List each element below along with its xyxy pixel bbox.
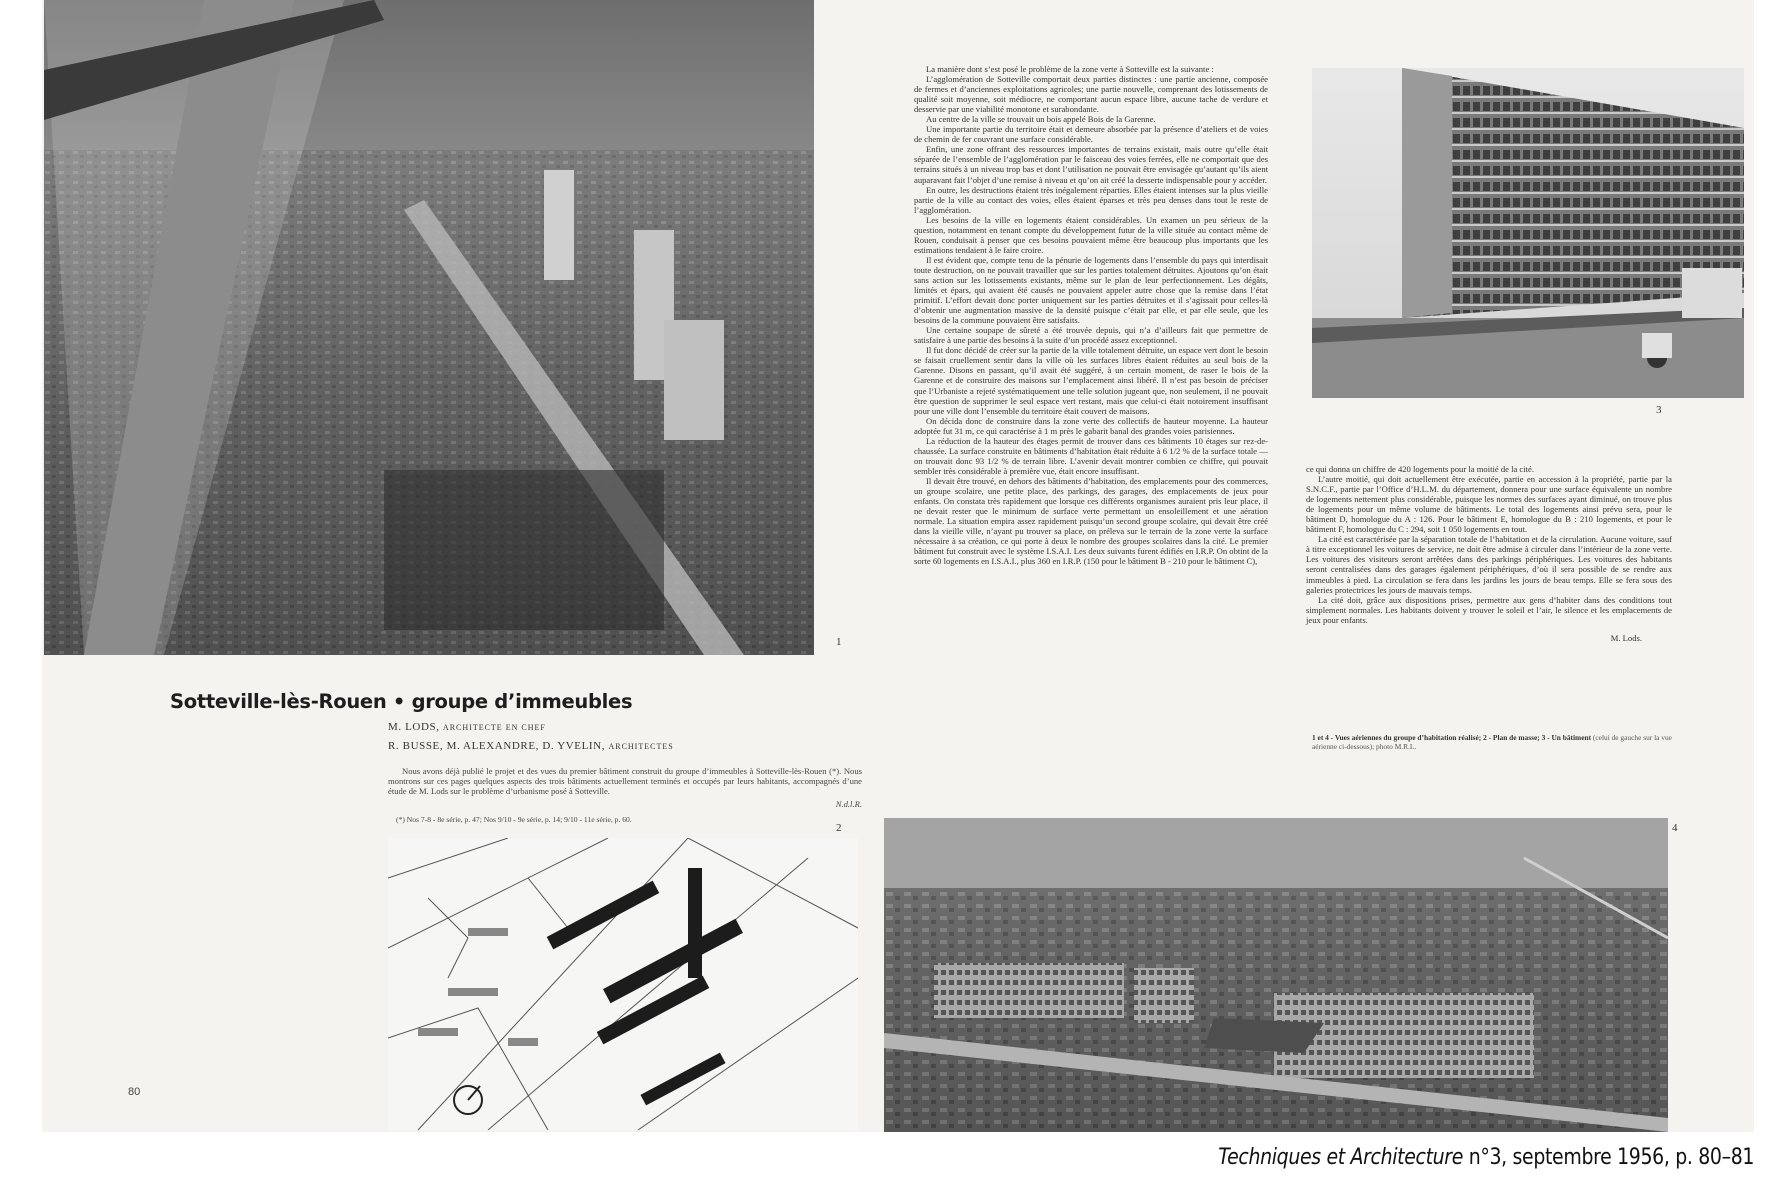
aerial-photo-image [884, 818, 1668, 1132]
site-plan-drawing [388, 838, 858, 1130]
credit-line-architects [388, 737, 674, 756]
credit-names: R. BUSSE, M. ALEXANDRE, D. YVELIN, [388, 740, 606, 752]
paragraph: En outre, les destructions étaient très inégalement réparties. Elles étaient intenses sur la plus vieille partie de la ville au contact des voies, elles étaient éparses et très peu denses dans tout le reste de l’agglomération. [914, 184, 1268, 215]
paragraph: Il est évident que, compte tenu de la pénurie de logements dans l’ensemble du pays qui interdisait toute destruction, on ne pouvait travailler que sur les parties totalement détruites. Ajoutons qu’on était sans action sur les lotissements existants, même sur le plan de leur perfectionnement. Les dégâts, limités et épars, qui avaient été causés ne pouvaient appeler autre chose que la remise dans l’état primitif. L’effort devait donc porter uniquement sur les parties détruites et il s’agissait pour celles-là d’obtenir une augmentation massive de la densité puisque c’était par elle, et par elle seule, que les besoins de la commune pouvaient être satisfaits. [914, 254, 1268, 326]
paragraph: La manière dont s’est posé le problème de la zone verte à Sotteville est la suivante : [926, 64, 1214, 74]
paragraph: L’autre moitié, qui doit actuellement être exécutée, partie en accession à la propriété, partie par la S.N.C.F., partie par l’Office d’H.L.M. du département, donnera pour une surface équivalente un nombre de logements nettement plus considérable, puisque les normes des surfaces ayant diminué, on trouve plus de logements pour un même volume de bâtiments. Le total des logements ainsi prévu sera, pour le bâtiment D, homologue du A : 126. Pour le bâtiment E, homologue du B : 210 logements, et pour le bâtiment F, homologue du C : 294, soit 1 050 logements en tout. [1306, 474, 1672, 535]
title-place: Sotteville-lès-Rouen [170, 690, 387, 713]
article-title [170, 690, 632, 713]
paragraph: Au centre de la ville se trouvait un bois appelé Bois de la Garenne. [926, 114, 1156, 125]
title-subject: groupe d’immeubles [411, 690, 633, 713]
paragraph: Une certaine soupape de sûreté a été trouvée depuis, qui n’a d’ailleurs fait que permettre de satisfaire à une partie des besoins à la suite d’un procédé assez exceptionnel. [914, 325, 1268, 346]
paragraph: Il devait être trouvé, en dehors des bâtiments d’habitation, des emplacements pour des commerces, un groupe scolaire, une petite place, des parkings, des garages, des emplacements de jeux pour enfants. On constata très rapidement que lorsque ces différents organismes auraient pris leur place, il ne devait rester que le minimum de surface verte permettant un ensoleillement et une aération normale. La situation empira assez rapidement puisqu’un second groupe scolaire, qui devait être créé dans la vieille ville, n’ayant pu trouver sa place, on préleva sur le terrain de la zone verte la surface nécessaire à sa création, ce qui porte à deux le nombre des groupes scolaires dans la cité. Le premier bâtiment fut construit avec le système I.S.A.I. Les deux suivants furent édifiés en I.R.P. On obtint de la sorte 60 logements en I.S.A.I., plus 360 en I.R.P. (150 pour le bâtiment B - 210 pour le bâtiment C), [914, 475, 1268, 567]
figure-1-number: 1 [836, 636, 842, 648]
credit-names: M. LODS, [388, 721, 440, 733]
figure-1-aerial-photo [44, 0, 814, 655]
caption-bold: 1 et 4 - Vues aériennes du groupe d’habitation réalisé; 2 - Plan de masse; 3 - Un bâtiment [1312, 733, 1592, 742]
paragraph: Une importante partie du territoire était et demeure absorbée par la présence d’ateliers et de voies de chemin de fer couvrant une surface considérable. [914, 124, 1268, 145]
page-number-left: 80 [128, 1086, 141, 1098]
paragraph: La cité doit, grâce aux dispositions prises, permettre aux gens d’habiter dans des conditions tout simplement normales. Les habitants doivent y trouver le soleil et l’air, le silence et les emplacements de jeux pour enfants. [1306, 594, 1672, 625]
footnote: (*) Nos 7-8 - 8e série, p. 47; Nos 9/10 - 9e série, p. 14; 9/10 - 11e série, p. 60. [396, 814, 632, 824]
title-separator: • [392, 690, 406, 713]
credit-role: ARCHITECTES [608, 742, 674, 751]
figure-4-number: 4 [1672, 822, 1678, 834]
intro-paragraph: Nous avons déjà publié le projet et des vues du premier bâtiment construit du groupe d’immeubles à Sotteville-lès-Rouen (*). Nous montrons sur ces pages quelques aspects des trois bâtiments actuellement terminés et occupés par leurs habitants, accompagnés d’une étude de M. Lods sur le problème d’urbanisme posé à Sotteville. [388, 766, 862, 797]
paragraph: L’agglomération de Sotteville comportait deux parties distinctes : une partie ancienne, composée de fermes et d’anciennes exploitations agricoles; une partie nouvelle, comprenant des lotissements de qualité soit moyenne, soit médiocre, ne comportant aucun espace libre, aucune tache de verdure et desservie par une viabilité monotone et surabondante. [914, 74, 1268, 115]
credit-line-chief-architect [388, 718, 674, 737]
credit-role: ARCHITECTE EN CHEF [442, 723, 546, 732]
journal-title: Techniques et Architecture [1218, 1145, 1463, 1170]
paragraph: ce qui donna un chiffre de 420 logements pour la moitié de la cité. [1306, 464, 1534, 474]
paragraph: Les besoins de la ville en logements étaient considérables. Un examen un peu sérieux de la question, notamment en tenant compte du développement futur de la ville située au contact même de Rouen, conduisait à penser que ces besoins pouvaient même être beaucoup plus importants que les estimations tendaient à le faire croire. [914, 214, 1268, 255]
aerial-photo-image [44, 0, 814, 655]
issue-details: n°3, septembre 1956, p. 80–81 [1462, 1145, 1754, 1170]
building-photo-image [1312, 68, 1744, 398]
caption-normal: (celui de gauche sur la vue aérienne ci-dessous); photo M.R.L. [1312, 733, 1672, 751]
figure-4-aerial-photo [884, 818, 1668, 1132]
figure-2-site-plan [388, 838, 858, 1130]
paragraph: Enfin, une zone offrant des ressources importantes de terrains existait, mais outre qu’elle était séparée de l’ensemble de l’agglomération par le faisceau des voies ferrées, elle ne comportait que des terrains situés à un niveau trop bas et dont l’utilisation ne pouvait être envisagée qu’autant qu’ils aient auparavant fait l’objet d’une remise à niveau et qu’on ait créé la desserte indispensable pour y accéder. [914, 144, 1268, 185]
paragraph: Il fut donc décidé de créer sur la partie de la ville totalement détruite, un espace vert dont le besoin se faisait cruellement sentir dans la ville où les surfaces libres étaient réduites au seul bois de la Garenne. Disons en passant, qu’il avait été suggéré, à un certain moment, de raser le bois de la Garenne et de construire des maisons sur l’emplacement ainsi libéré. Il n’est pas besoin de préciser que l’Urbaniste a rejeté systématiquement une telle solution jugeant que, non seulement, il ne pouvait être question de supprimer le seul espace vert restant, mais que celui-ci était notoirement insuffisant pour une ville dont l’ensemble du territoire était couvert de maisons. [914, 345, 1268, 416]
source-citation [1218, 1145, 1754, 1170]
figure-2-number: 2 [836, 822, 842, 834]
author-signature: M. Lods. [1610, 632, 1642, 643]
editorial-intro [388, 766, 862, 825]
paragraph: La cité est caractérisée par la séparation totale de l’habitation et de la circulation. Aucune voiture, sauf à titre exceptionnel les voitures de service, ne doit être admise à circuler dans l’intérieur de la zone verte. Les voitures des visiteurs seront arrêtées dans des parkings périphériques. Les voitures des habitants seront centralisées dans des garages également périphériques, d’où il sera possible de se rendre aux immeubles à pied. La circulation se fera dans les jardins les jours de beau temps. Elle se fera sous des galeries protectrices les jours de mauvais temps. [1306, 534, 1672, 595]
figure-caption [1312, 734, 1682, 751]
article-column-1 [914, 64, 1268, 566]
article-column-2 [1306, 464, 1672, 643]
paragraph: On décida donc de construire dans la zone verte des collectifs de hauteur moyenne. La hauteur adoptée fut 31 m, ce qui caractérise à 1 m près le gabarit banal des grandes voies parisiennes. [914, 415, 1268, 436]
paragraph: La réduction de la hauteur des étages permit de trouver dans ces bâtiments 10 étages sur rez-de-chaussée. La surface construite en bâtiments d’habitation était réduite à 6 1/2 % de la surface totale — on trouvait donc 93 1/2 % de terrain libre. L’avenir devait montrer combien ce chiffre, qui pouvait sembler très considérable à première vue, était encore insuffisant. [914, 435, 1268, 476]
editor-note-signature: N.d.l.R. [835, 798, 862, 809]
credits [388, 718, 674, 756]
figure-3-building-photo [1312, 68, 1744, 398]
figure-3-number: 3 [1656, 404, 1662, 416]
